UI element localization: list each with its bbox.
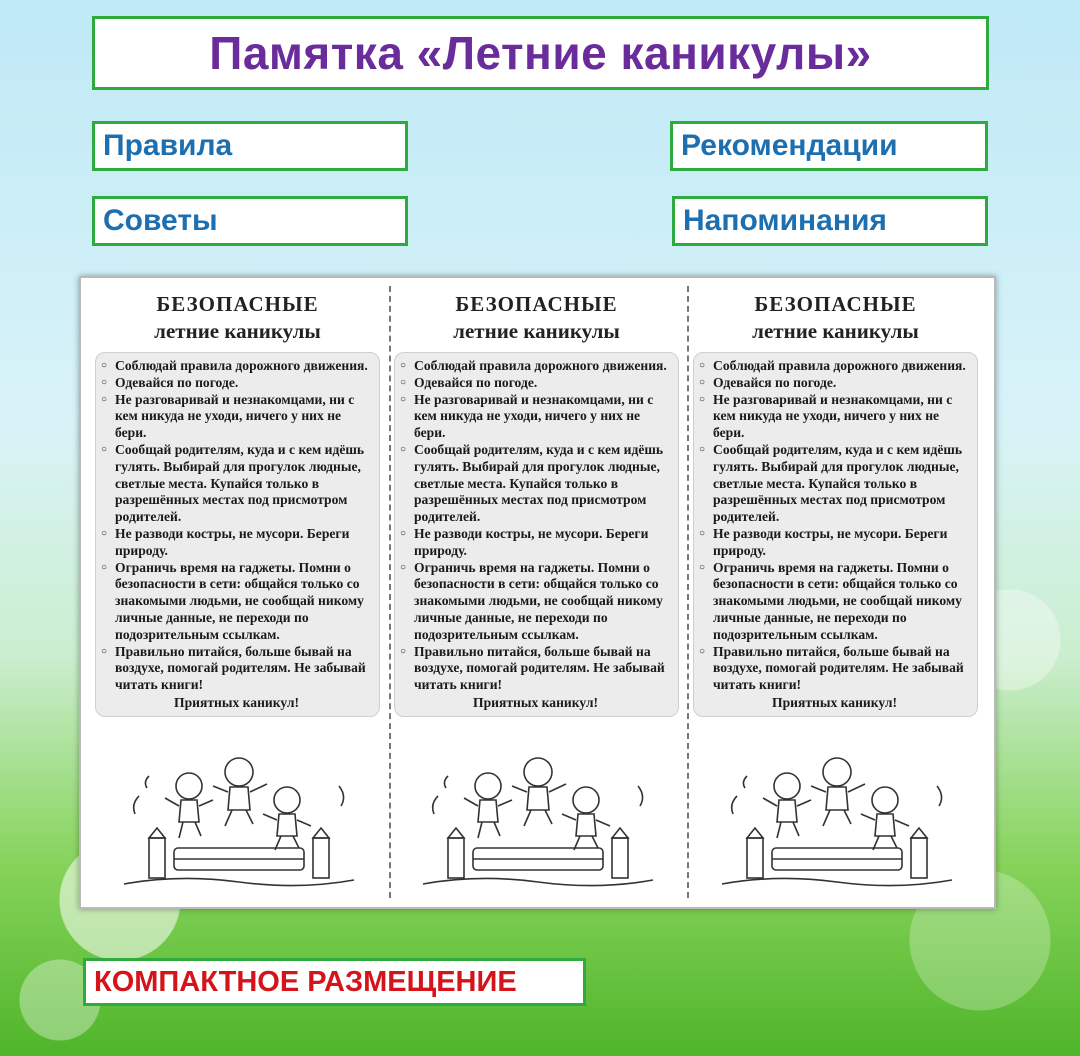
closing-text: Приятных каникул! [772,694,897,710]
rules-list [394,352,679,717]
panel-title-line1: БЕЗОПАСНЫЕ [754,292,917,316]
panel-title-line2: летние каникулы [453,319,620,343]
closing-text: Приятных каникул! [174,694,299,710]
panel-title-line2: летние каникулы [752,319,919,343]
list-item: ○ Не разводи костры, не мусори. Береги природу. [698,526,971,560]
page-title: Памятка «Летние каникулы» [209,27,872,79]
kids-jumping-illustration [418,756,658,891]
list-item: ○ Соблюдай правила дорожного движения. [698,358,971,375]
list-item: ○ Одевайся по погоде. [698,375,971,392]
list-item: ○ Ограничь время на гаджеты. Помни о безопасности в сети: общайся только со знакомыми людьми, не сообщай никому личные данные, не переходи по подозрительным ссылкам. [399,560,672,644]
list-item: ○ Соблюдай правила дорожного движения. [399,358,672,375]
panel-title [687,292,984,344]
leaflet-panel [687,286,984,900]
tag-tips [92,196,408,246]
compact-placement-text: КОМПАКТНОЕ РАЗМЕЩЕНИЕ [94,965,517,998]
list-item: ○ Не разводи костры, не мусори. Береги природу. [100,526,373,560]
rules-list [693,352,978,717]
list-item: ○ Сообщай родителям, куда и с кем идёшь гулять. Выбирай для прогулок людные, светлые места. Купайся только в разрешённых местах под присмотром родителей. [100,442,373,526]
leaflet-panel [388,286,685,900]
tag-recommendations [670,121,988,171]
list-item: ○ Одевайся по погоде. [100,375,373,392]
list-item: ○ Ограничь время на гаджеты. Помни о безопасности в сети: общайся только со знакомыми людьми, не сообщай никому личные данные, не переходи по подозрительным ссылкам. [100,560,373,644]
list-item: ○ Правильно питайся, больше бывай на воздухе, помогай родителям. Не забывай читать книги! [100,644,373,694]
leaflet-panel [89,286,386,900]
list-item: ○ Сообщай родителям, куда и с кем идёшь гулять. Выбирай для прогулок людные, светлые места. Купайся только в разрешённых местах под присмотром родителей. [698,442,971,526]
rules-list [95,352,380,717]
list-item: ○ Не разговаривай и незнакомцами, ни с кем никуда не уходи, ничего у них не бери. [399,392,672,442]
list-item: ○ Сообщай родителям, куда и с кем идёшь гулять. Выбирай для прогулок людные, светлые места. Купайся только в разрешённых местах под присмотром родителей. [399,442,672,526]
tag-reminders [672,196,988,246]
list-item: ○ Не разговаривай и незнакомцами, ни с кем никуда не уходи, ничего у них не бери. [698,392,971,442]
panel-title-line2: летние каникулы [154,319,321,343]
closing-text: Приятных каникул! [473,694,598,710]
panel-title [388,292,685,344]
tag-rules [92,121,408,171]
kids-jumping-illustration [717,756,957,891]
list-item: ○ Не разговаривай и незнакомцами, ни с кем никуда не уходи, ничего у них не бери. [100,392,373,442]
list-item: ○ Соблюдай правила дорожного движения. [100,358,373,375]
kids-jumping-illustration [119,756,359,891]
panel-title-line1: БЕЗОПАСНЫЕ [156,292,319,316]
tag-tips-label: Советы [103,204,218,237]
list-item: ○ Правильно питайся, больше бывай на воздухе, помогай родителям. Не забывай читать книги! [399,644,672,694]
tag-reminders-label: Напоминания [683,204,887,237]
list-item: ○ Не разводи костры, не мусори. Береги природу. [399,526,672,560]
compact-placement-label [83,958,586,1006]
tag-recommendations-label: Рекомендации [681,129,898,162]
title-banner [92,16,989,90]
panel-title-line1: БЕЗОПАСНЫЕ [455,292,618,316]
panel-title [89,292,386,344]
list-item: ○ Ограничь время на гаджеты. Помни о безопасности в сети: общайся только со знакомыми людьми, не сообщай никому личные данные, не переходи по подозрительным ссылкам. [698,560,971,644]
list-item: ○ Правильно питайся, больше бывай на воздухе, помогай родителям. Не забывай читать книги! [698,644,971,694]
leaflet-sheet [79,276,996,909]
tag-rules-label: Правила [103,129,233,162]
list-item: ○ Одевайся по погоде. [399,375,672,392]
